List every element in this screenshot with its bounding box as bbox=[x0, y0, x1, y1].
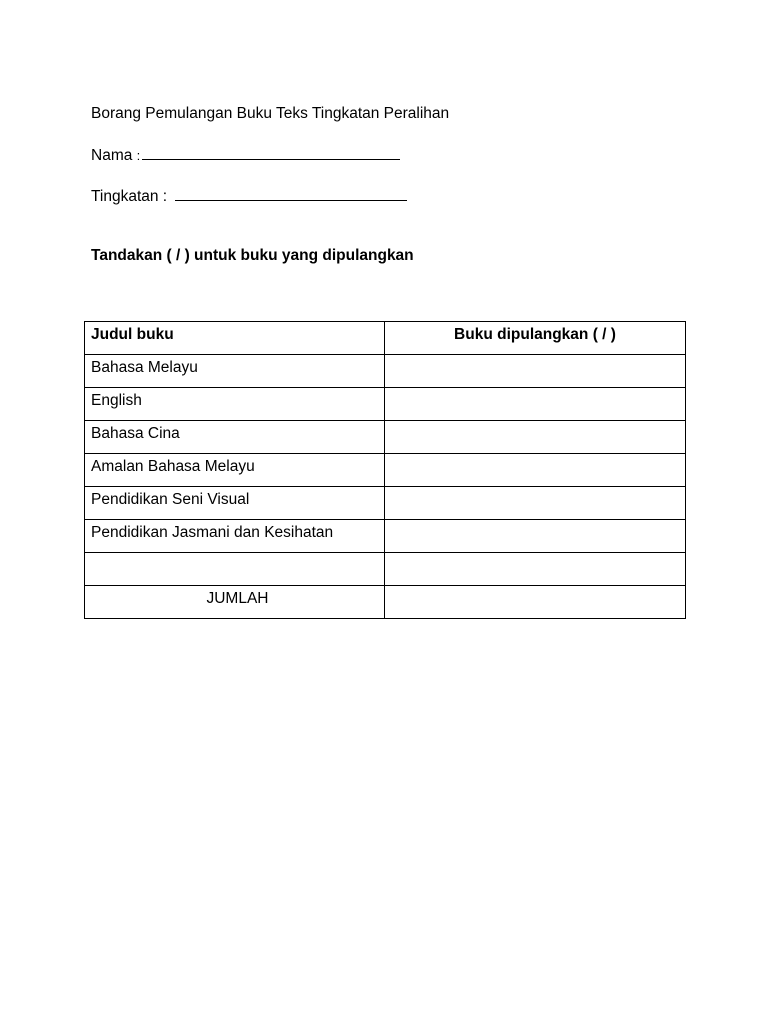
header-buku-dipulangkan: Buku dipulangkan ( / ) bbox=[385, 322, 686, 355]
book-title-cell: English bbox=[85, 388, 385, 421]
tingkatan-blank-field[interactable] bbox=[175, 186, 407, 201]
return-check-cell[interactable] bbox=[385, 355, 686, 388]
total-label-cell: JUMLAH bbox=[85, 586, 385, 619]
book-title-cell: Pendidikan Jasmani dan Kesihatan bbox=[85, 520, 385, 553]
header-judul-buku: Judul buku bbox=[85, 322, 385, 355]
nama-blank-field[interactable] bbox=[142, 145, 400, 160]
return-check-cell[interactable] bbox=[385, 487, 686, 520]
table-row bbox=[85, 454, 686, 487]
table-row bbox=[85, 520, 686, 553]
book-title-cell: Amalan Bahasa Melayu bbox=[85, 454, 385, 487]
return-check-cell[interactable] bbox=[385, 553, 686, 586]
return-check-cell[interactable] bbox=[385, 421, 686, 454]
nama-label: Nama bbox=[91, 147, 137, 164]
table-row bbox=[85, 421, 686, 454]
tingkatan-label: Tingkatan : bbox=[91, 188, 172, 205]
book-title-cell bbox=[85, 553, 385, 586]
table-row bbox=[85, 487, 686, 520]
return-check-cell[interactable] bbox=[385, 454, 686, 487]
instruction-text bbox=[91, 246, 414, 266]
book-title-cell: Bahasa Cina bbox=[85, 421, 385, 454]
table-row bbox=[85, 388, 686, 421]
book-title-cell: Pendidikan Seni Visual bbox=[85, 487, 385, 520]
book-title-cell: Bahasa Melayu bbox=[85, 355, 385, 388]
table-row bbox=[85, 553, 686, 586]
form-title-text: Borang Pemulangan Buku Teks Tingkatan Peralihan bbox=[91, 105, 450, 122]
instruction-label: Tandakan ( / ) untuk buku yang dipulangkan bbox=[91, 247, 414, 264]
table-row bbox=[85, 355, 686, 388]
form-title bbox=[91, 104, 449, 124]
return-check-cell[interactable] bbox=[385, 520, 686, 553]
total-value-cell[interactable] bbox=[385, 586, 686, 619]
nama-line bbox=[91, 145, 400, 166]
table-header-row bbox=[85, 322, 686, 355]
book-return-table bbox=[84, 321, 686, 619]
table-total-row bbox=[85, 586, 686, 619]
nama-colon: : bbox=[136, 148, 141, 163]
tingkatan-line bbox=[91, 186, 407, 207]
return-check-cell[interactable] bbox=[385, 388, 686, 421]
